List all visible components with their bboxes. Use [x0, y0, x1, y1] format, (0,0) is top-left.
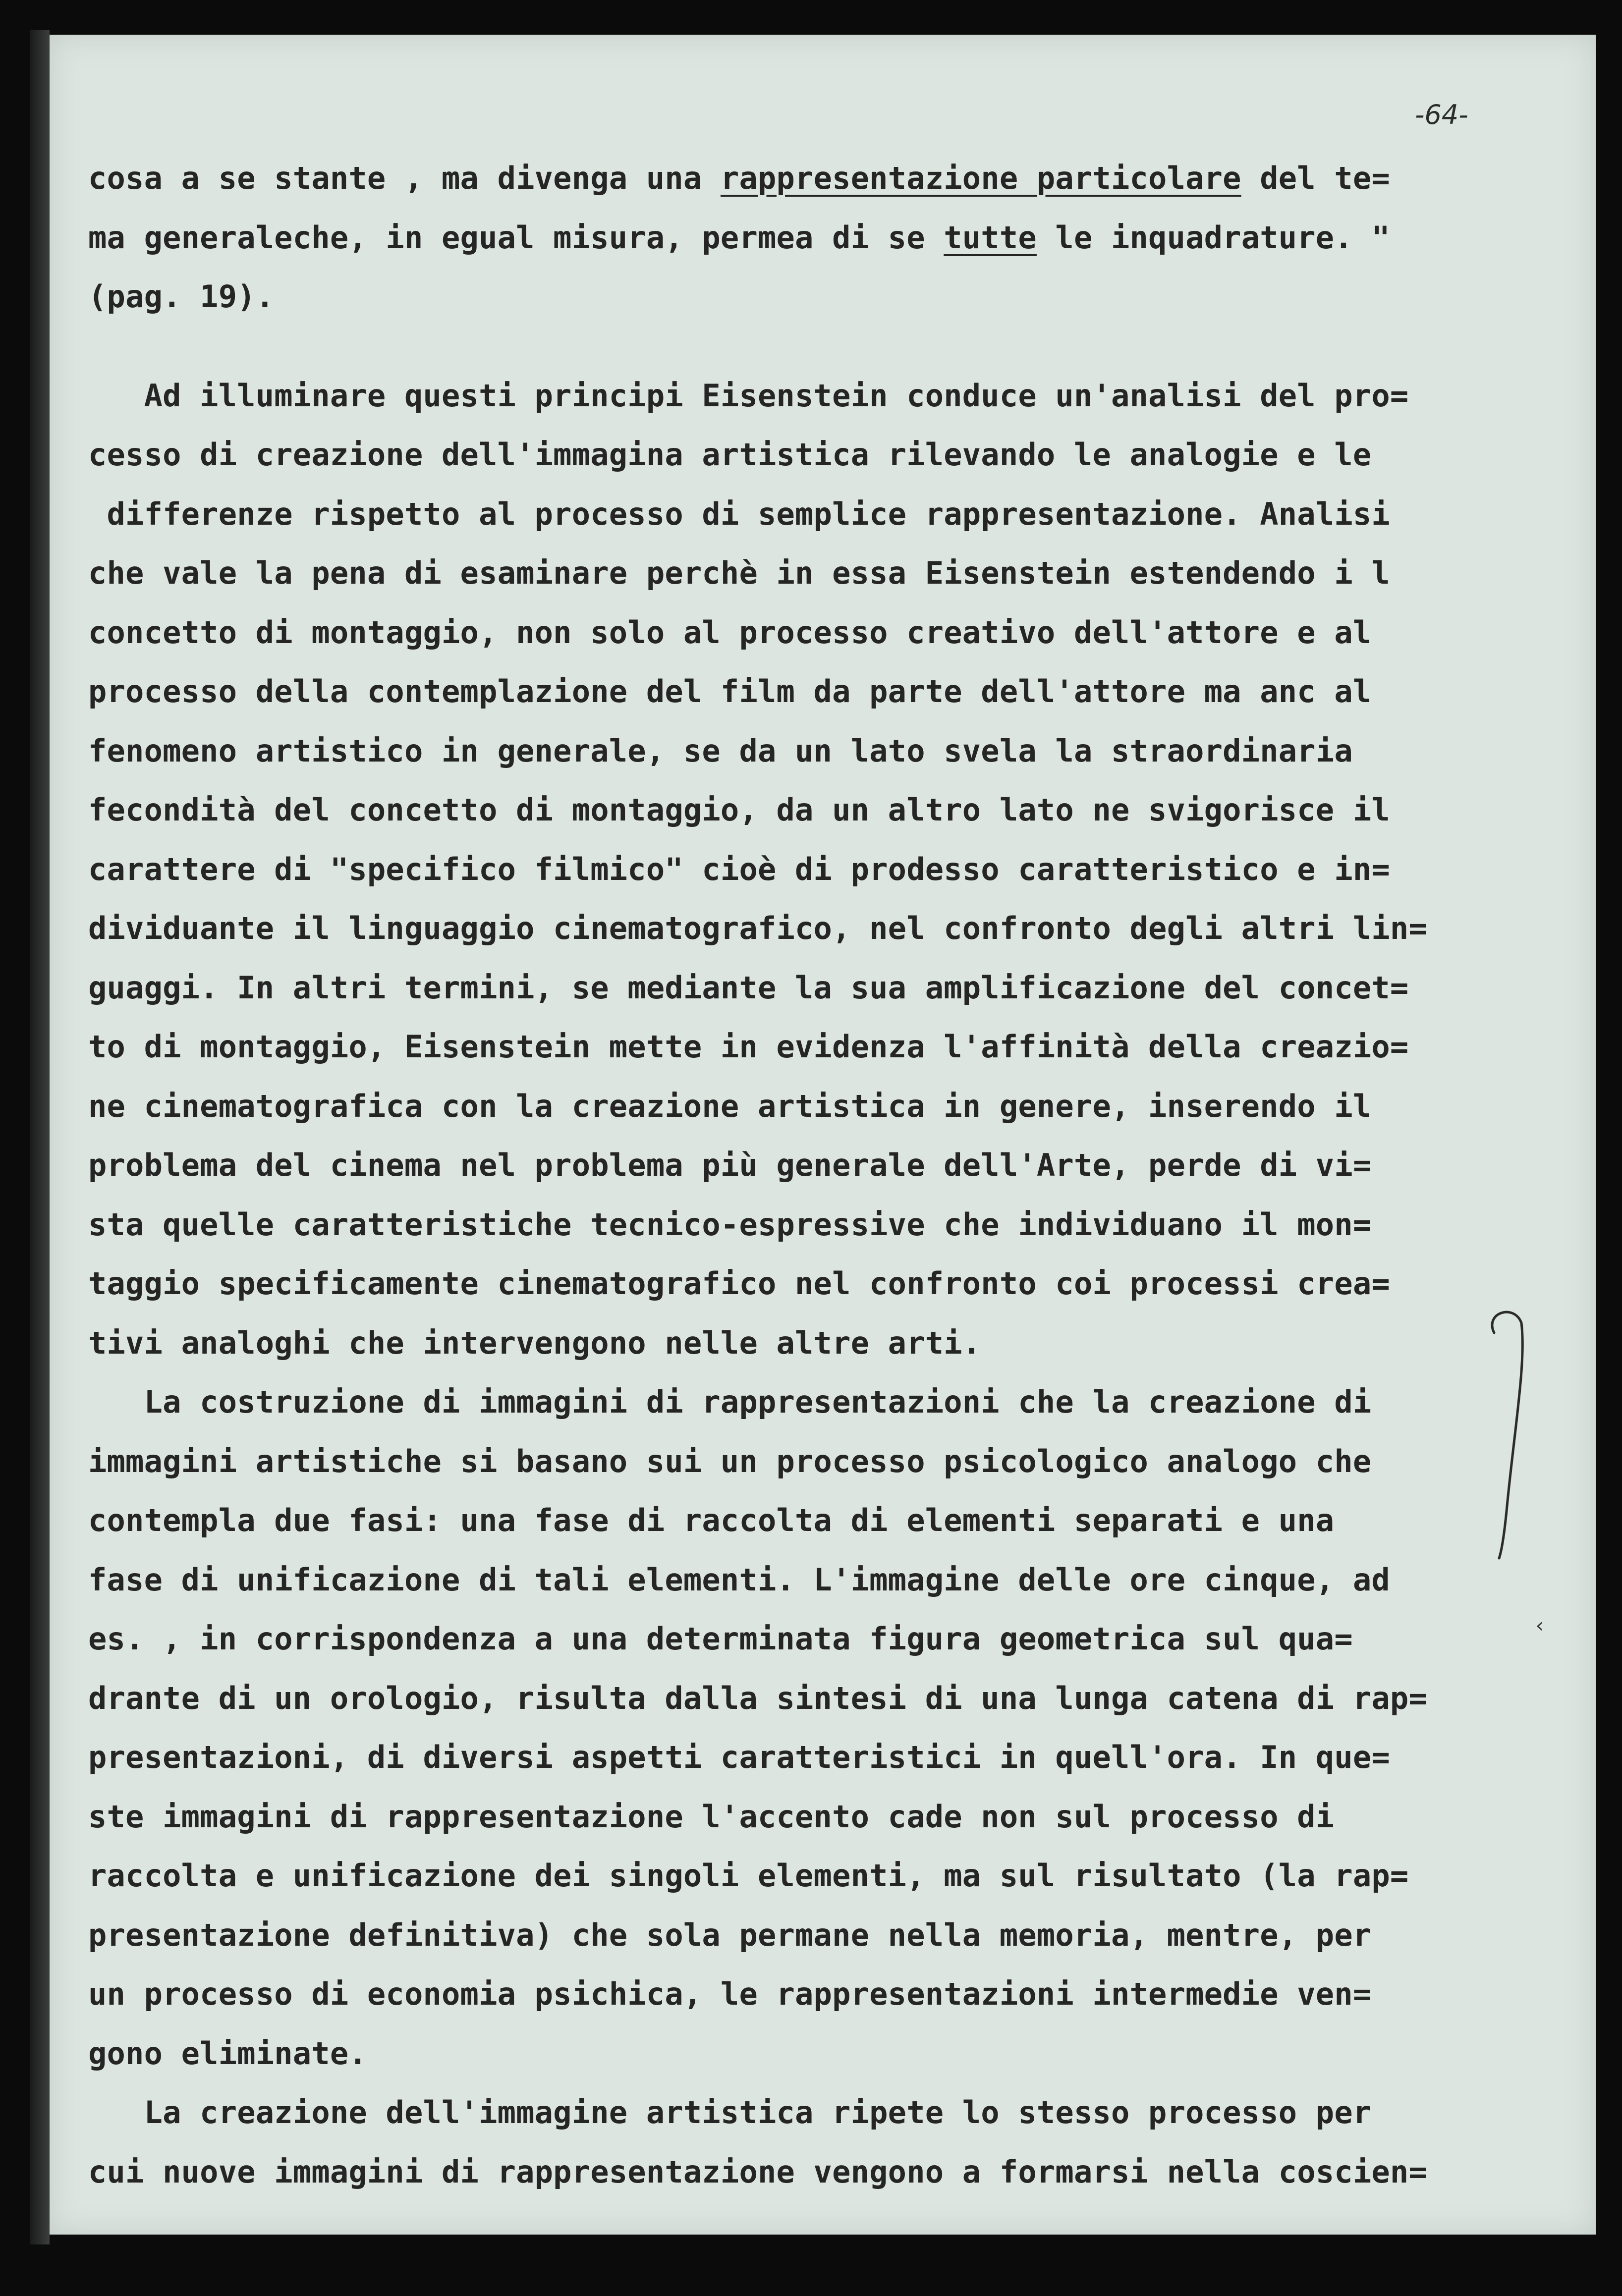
text-line: tivi analoghi che intervengono nelle altre arti. [88, 1324, 981, 1361]
text-line: fecondità del concetto di montaggio, da un altro lato ne svigorisce il [88, 792, 1390, 828]
text-line: dividuante il linguaggio cinematografico, nel confronto degli altri lin= [88, 910, 1427, 946]
text-line: raccolta e unificazione dei singoli elementi, ma sul risultato (la rap= [88, 1858, 1409, 1894]
text-line: che vale la pena di esaminare perchè in essa Eisenstein estendendo i l [88, 555, 1390, 591]
text-line: differenze rispetto al processo di semplice rappresentazione. Analisi [88, 495, 1390, 532]
text-line: La creazione dell'immagine artistica ripete lo stesso processo per [88, 2094, 1372, 2131]
text-line: sta quelle caratteristiche tecnico-espressive che individuano il mon= [88, 1206, 1372, 1243]
text-line: La costruzione di immagini di rappresentazioni che la creazione di [88, 1384, 1372, 1420]
body-text [88, 149, 1555, 2201]
text-line: guaggi. In altri termini, se mediante la sua amplificazione del concet= [88, 969, 1409, 1006]
text-line: Ad illuminare questi principi Eisenstein conduce un'analisi del pro= [88, 377, 1409, 414]
text-line: contempla due fasi: una fase di raccolta di elementi separati e una [88, 1502, 1335, 1538]
text-line: taggio specificamente cinematografico nel confronto coi processi crea= [88, 1265, 1390, 1302]
text-line: concetto di montaggio, non solo al processo creativo dell'attore e al [88, 614, 1372, 651]
text-line: cui nuove immagini di rappresentazione vengono a formarsi nella coscien= [88, 2153, 1427, 2190]
text-line: un processo di economia psichica, le rappresentazioni intermedie ven= [88, 1976, 1372, 2012]
underlined-phrase: tutte [944, 219, 1037, 256]
text-line: ste immagini di rappresentazione l'accento cade non sul processo di [88, 1798, 1335, 1835]
text-line: cosa a se stante , ma divenga una rappresentazione particolare del te= [88, 160, 1390, 196]
text-line: processo della contemplazione del film da parte dell'attore ma anc al [88, 673, 1372, 710]
handwritten-margin-mark [1479, 1303, 1539, 1561]
text-line: cesso di creazione dell'immagina artistica rilevando le analogie e le [88, 437, 1372, 473]
text-line: fase di unificazione di tali elementi. L'immagine delle ore cinque, ad [88, 1561, 1390, 1598]
text-line: presentazione definitiva) che sola permane nella memoria, mentre, per [88, 1916, 1372, 1953]
underlined-phrase: rappresentazione particolare [720, 160, 1241, 196]
scan-binding-edge [30, 30, 50, 2244]
text-line: ne cinematografica con la creazione artistica in genere, inserendo il [88, 1088, 1372, 1124]
text-line: (pag. 19). [88, 278, 275, 315]
text-line: presentazioni, di diversi aspetti caratteristici in quell'ora. In que= [88, 1739, 1390, 1775]
text-line: drante di un orologio, risulta dalla sintesi di una lunga catena di rap= [88, 1680, 1427, 1716]
page-number: -64- [1415, 99, 1468, 130]
text-line: immagini artistiche si basano sui un processo psicologico analogo che [88, 1443, 1372, 1479]
text-line: ma generaleche, in egual misura, permea di se tutte le inquadrature. " [88, 219, 1390, 256]
margin-tick: ‹ [1534, 1614, 1546, 1637]
text-line: carattere di "specifico filmico" cioè di prodesso caratteristico e in= [88, 851, 1390, 887]
paragraph-gap [88, 327, 1555, 366]
text-line: to di montaggio, Eisenstein mette in evidenza l'affinità della creazio= [88, 1029, 1409, 1065]
text-line: fenomeno artistico in generale, se da un lato svela la straordinaria [88, 732, 1353, 769]
text-line: es. , in corrispondenza a una determinata figura geometrica sul qua= [88, 1621, 1353, 1657]
text-line: gono eliminate. [88, 2035, 367, 2072]
text-line: problema del cinema nel problema più generale dell'Arte, perde di vi= [88, 1147, 1372, 1183]
